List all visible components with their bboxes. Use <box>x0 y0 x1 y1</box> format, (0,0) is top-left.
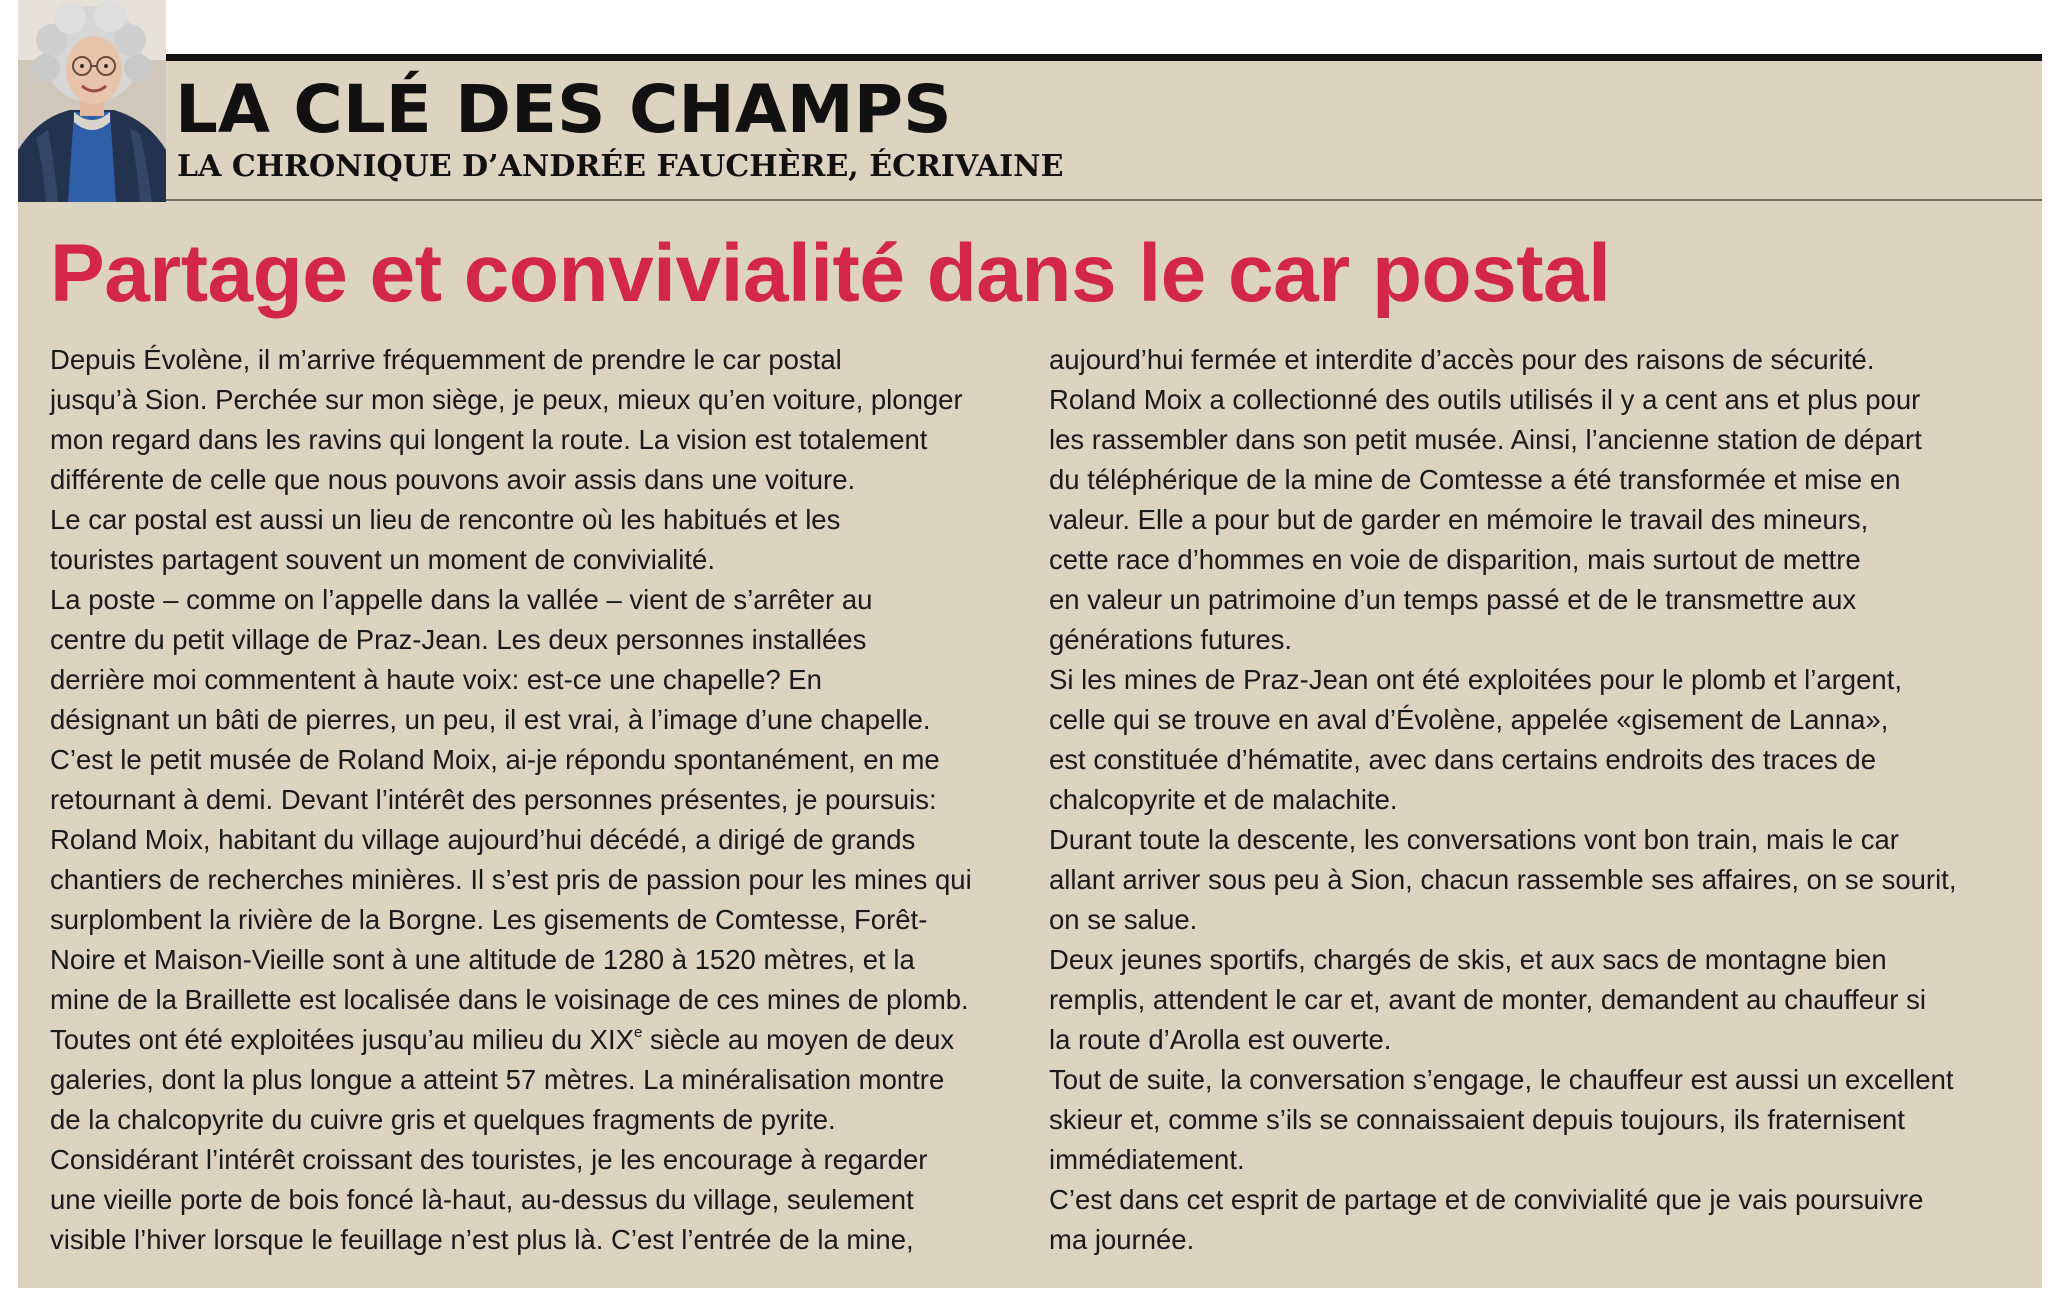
article-left-column <box>50 340 1010 1260</box>
article-line: visible l’hiver lorsque le feuillage n’est plus là. C’est l’entrée de la mine, <box>50 1224 914 1255</box>
article-line: Tout de suite, la conversation s’engage, le chauffeur est aussi un excellent <box>1049 1064 1954 1095</box>
article-line: Noire et Maison-Vieille sont à une altitude de 1280 à 1520 mètres, et la <box>50 944 915 975</box>
top-rule <box>18 54 2042 61</box>
article-line: surplombent la rivière de la Borgne. Les gisements de Comtesse, Forêt- <box>50 904 928 935</box>
article-line: Depuis Évolène, il m’arrive fréquemment de prendre le car postal <box>50 344 842 375</box>
article-line: La poste – comme on l’appelle dans la vallée – vient de s’arrêter au <box>50 584 873 615</box>
column-title: LA CLÉ DES CHAMPS <box>175 71 952 148</box>
article-line: on se salue. <box>1049 904 1198 935</box>
article-line: centre du petit village de Praz-Jean. Les deux personnes installées <box>50 624 867 655</box>
article-line: celle qui se trouve en aval d’Évolène, appelée «gisement de Lanna», <box>1049 704 1889 735</box>
article-line: du téléphérique de la mine de Comtesse a été transformée et mise en <box>1049 464 1901 495</box>
article-line: désignant un bâti de pierres, un peu, il est vrai, à l’image d’une chapelle. <box>50 704 931 735</box>
article-line: Le car postal est aussi un lieu de rencontre où les habitués et les <box>50 504 841 535</box>
article-line: mon regard dans les ravins qui longent la route. La vision est totalement <box>50 424 928 455</box>
article-line: Durant toute la descente, les conversations vont bon train, mais le car <box>1049 824 1899 855</box>
article-line: une vieille porte de bois foncé là-haut, au-dessus du village, seulement <box>50 1184 914 1215</box>
century-line-start: Toutes ont été exploitées jusqu’au milieu du XIX <box>50 1024 634 1055</box>
article-line: jusqu’à Sion. Perchée sur mon siège, je peux, mieux qu’en voiture, plonger <box>50 384 963 415</box>
article-line: touristes partagent souvent un moment de convivialité. <box>50 544 715 575</box>
article-line: Si les mines de Praz-Jean ont été exploitées pour le plomb et l’argent, <box>1049 664 1902 695</box>
article-line-century <box>50 1020 1010 1060</box>
article-line: mine de la Braillette est localisée dans le voisinage de ces mines de plomb. <box>50 984 969 1015</box>
article-line: allant arriver sous peu à Sion, chacun rassemble ses affaires, on se sourit, <box>1049 864 1957 895</box>
article-headline: Partage et convivialité dans le car postal <box>50 228 1611 319</box>
article-line: remplis, attendent le car et, avant de monter, demandent au chauffeur si <box>1049 984 1926 1015</box>
article-line: les rassembler dans son petit musée. Ainsi, l’ancienne station de départ <box>1049 424 1922 455</box>
article-line: retournant à demi. Devant l’intérêt des personnes présentes, je poursuis: <box>50 784 937 815</box>
article-line: valeur. Elle a pour but de garder en mémoire le travail des mineurs, <box>1049 504 1869 535</box>
article-line: galeries, dont la plus longue a atteint 57 mètres. La minéralisation montre <box>50 1064 945 1095</box>
article-line: Deux jeunes sportifs, chargés de skis, et aux sacs de montagne bien <box>1049 944 1887 975</box>
century-superscript: e <box>633 1024 643 1041</box>
article-line: C’est le petit musée de Roland Moix, ai-je répondu spontanément, en me <box>50 744 940 775</box>
article-line: skieur et, comme s’ils se connaissaient depuis toujours, ils fraternisent <box>1049 1104 1905 1135</box>
author-portrait-icon <box>18 0 166 202</box>
article-line: immédiatement. <box>1049 1144 1245 1175</box>
article-line: de la chalcopyrite du cuivre gris et quelques fragments de pyrite. <box>50 1104 836 1135</box>
article-line: Roland Moix, habitant du village aujourd’hui décédé, a dirigé de grands <box>50 824 916 855</box>
article-line: derrière moi commentent à haute voix: est-ce une chapelle? En <box>50 664 822 695</box>
article-line: C’est dans cet esprit de partage et de convivialité que je vais poursuivre <box>1049 1184 1924 1215</box>
article-line: cette race d’hommes en voie de disparition, mais surtout de mettre <box>1049 544 1861 575</box>
article-line: la route d’Arolla est ouverte. <box>1049 1024 1392 1055</box>
article-line: Considérant l’intérêt croissant des touristes, je les encourage à regarder <box>50 1144 928 1175</box>
header-divider <box>166 199 2042 201</box>
article-line: est constituée d’hématite, avec dans certains endroits des traces de <box>1049 744 1876 775</box>
article-line: chantiers de recherches minières. Il s’est pris de passion pour les mines qui <box>50 864 972 895</box>
article-line: générations futures. <box>1049 624 1293 655</box>
article-line: chalcopyrite et de malachite. <box>1049 784 1398 815</box>
article-line: en valeur un patrimoine d’un temps passé et de le transmettre aux <box>1049 584 1857 615</box>
column-subtitle: LA CHRONIQUE D’ANDRÉE FAUCHÈRE, ÉCRIVAINE <box>177 149 1064 184</box>
century-line-end: siècle au moyen de deux <box>642 1024 955 1055</box>
article-right-column <box>1049 340 2029 1260</box>
article-line: aujourd’hui fermée et interdite d’accès pour des raisons de sécurité. <box>1049 344 1875 375</box>
article-line: différente de celle que nous pouvons avoir assis dans une voiture. <box>50 464 856 495</box>
article-line: ma journée. <box>1049 1224 1195 1255</box>
article-line: Roland Moix a collectionné des outils utilisés il y a cent ans et plus pour <box>1049 384 1921 415</box>
